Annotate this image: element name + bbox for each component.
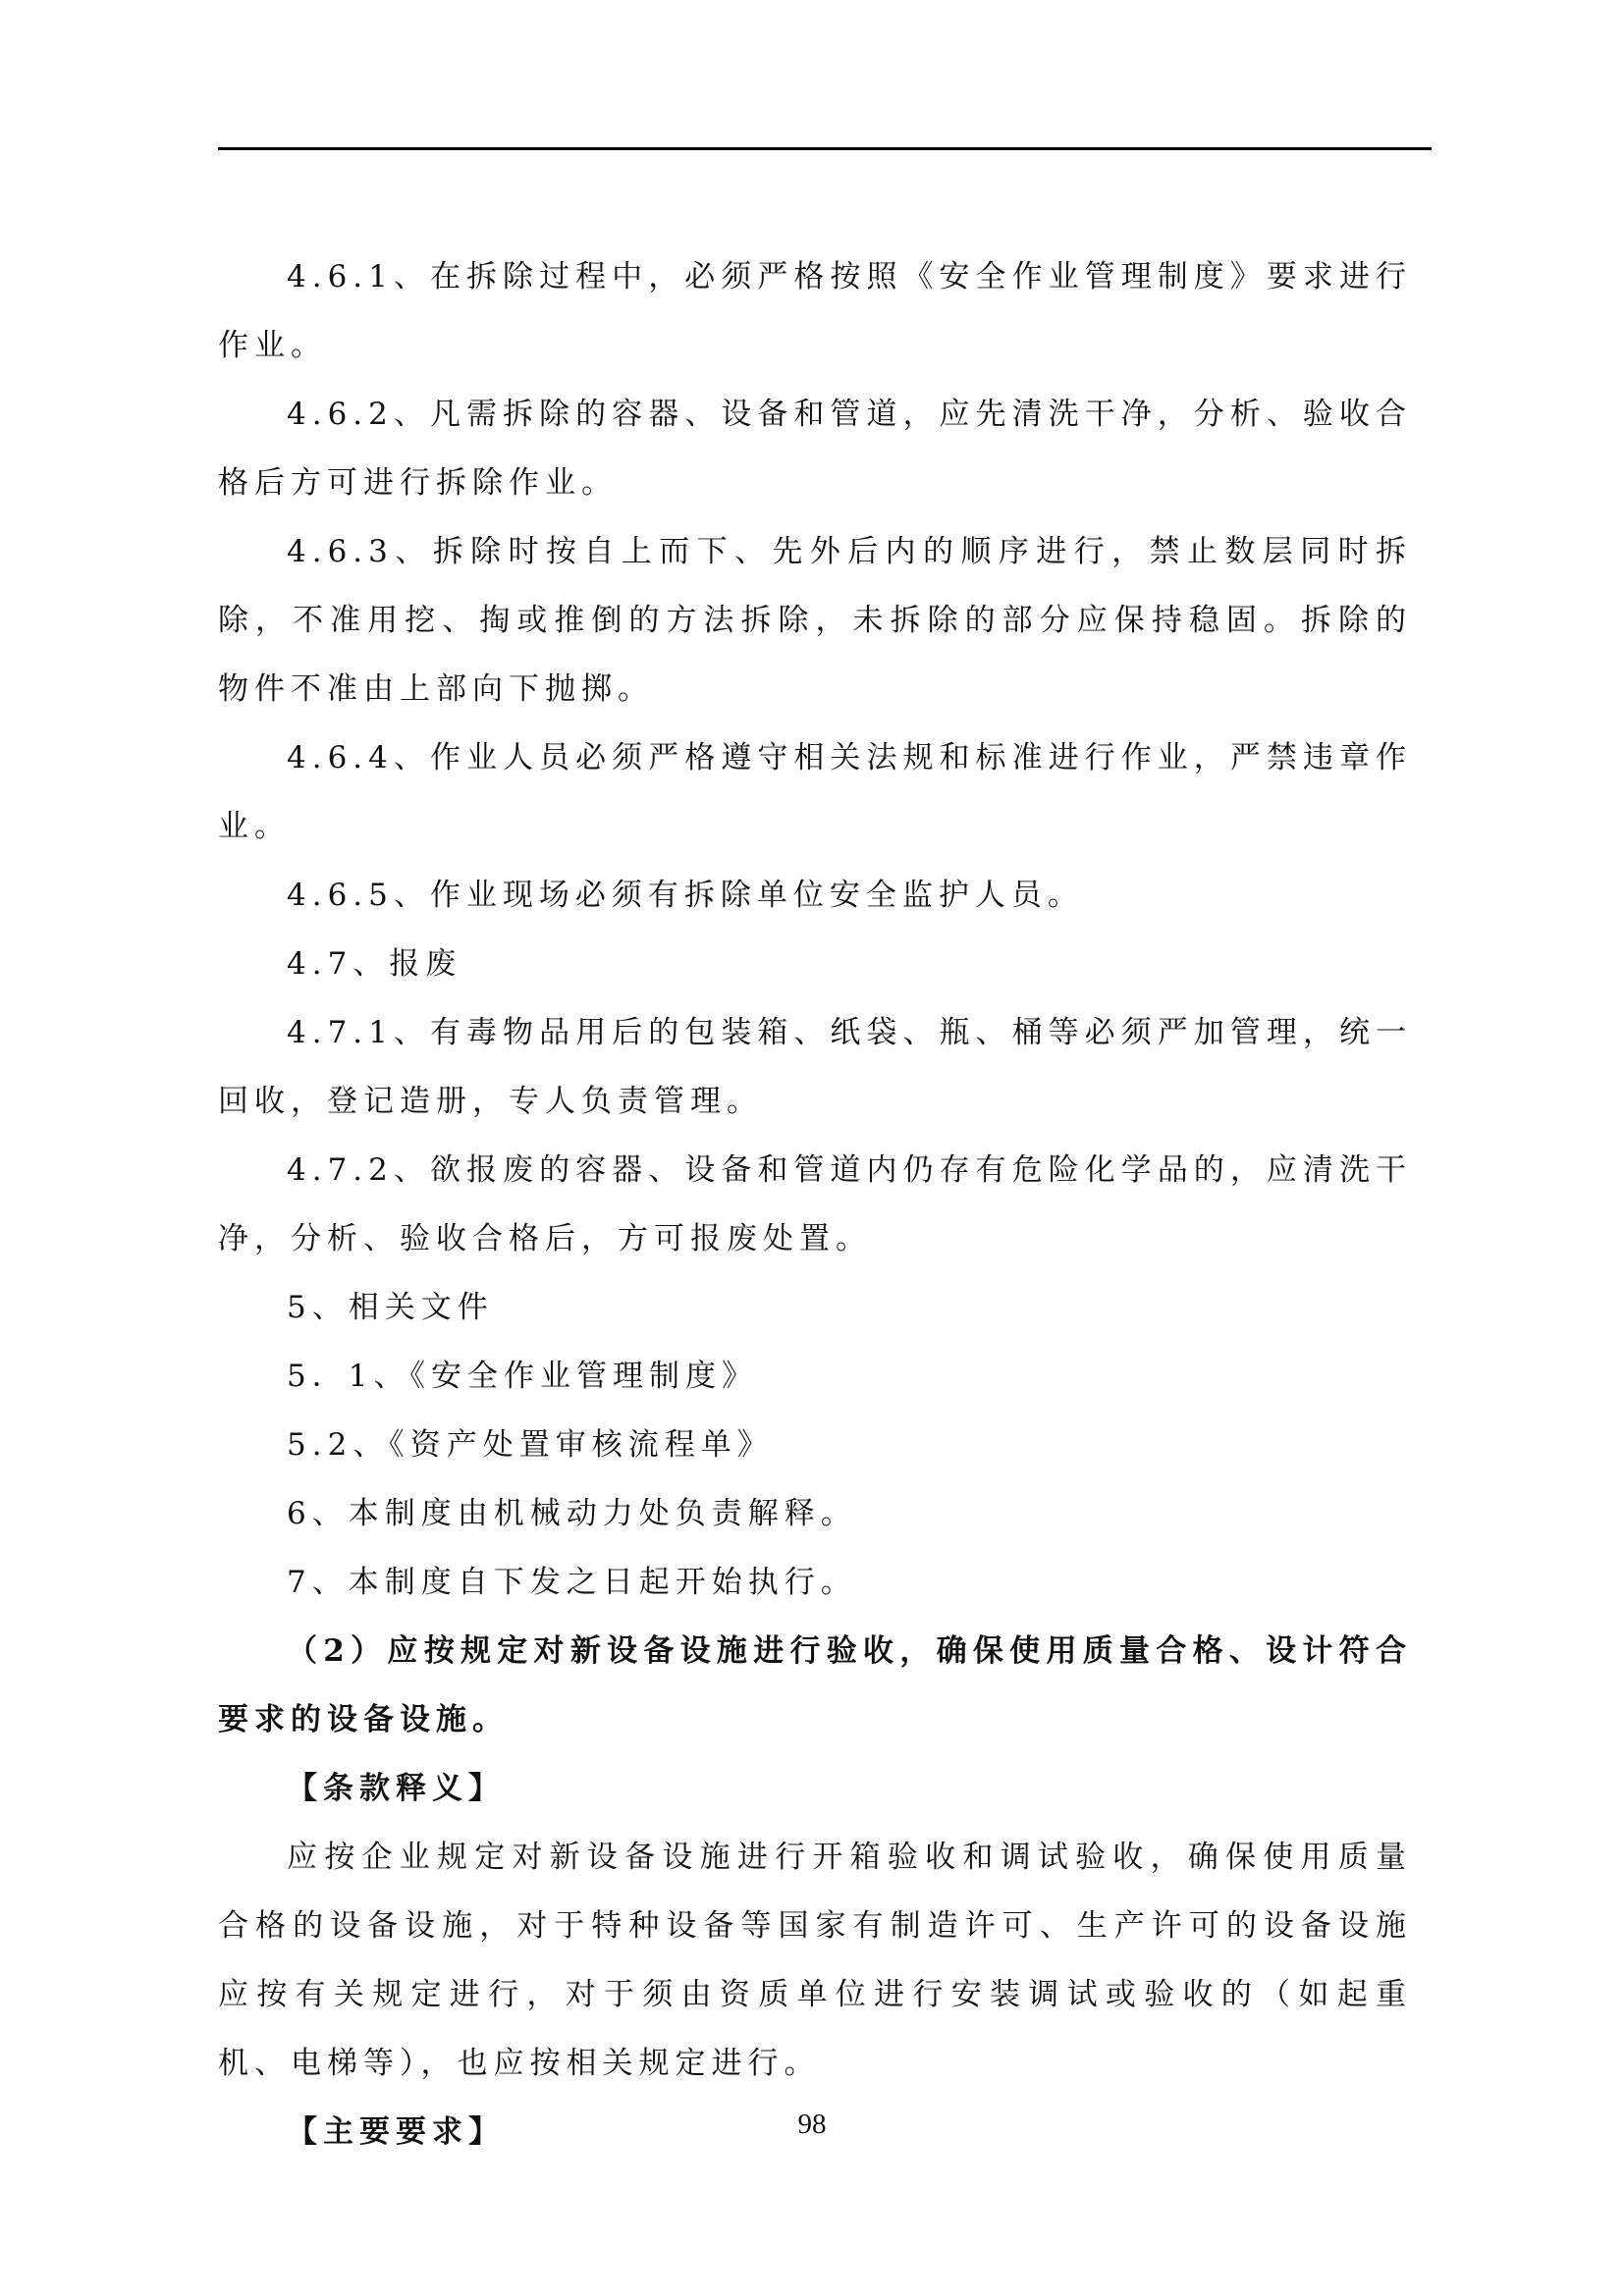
header-rule [218, 147, 1432, 150]
paragraph-6: 6、本制度由机械动力处负责解释。 [287, 1496, 857, 1531]
clause-interpretation-text: 应按企业规定对新设备设施进行开箱验收和调试验收，确保使用质量合格的设备设施，对于特种设备等国家有制造许可、生产许可的设备设施应按有关规定进行，对于须由资质单位进行安装调试或验收的（如起重机、电梯等），也应按相关规定进行。 [218, 1840, 1412, 2081]
paragraph-5-2: 5.2、《资产处置审核流程单》 [287, 1427, 774, 1463]
paragraph-4-6-3: 4.6.3、拆除时按自上而下、先外后内的顺序进行，禁止数层同时拆除，不准用挖、掏或推倒的方法拆除，未拆除的部分应保持稳固。拆除的物件不准由上部向下抛掷。 [218, 534, 1412, 707]
paragraph-4-6-2: 4.6.2、凡需拆除的容器、设备和管道，应先清洗干净，分析、验收合格后方可进行拆除作业。 [218, 397, 1412, 501]
paragraph-5-1: 5．1、《安全作业管理制度》 [287, 1359, 758, 1394]
paragraph-4-7-2: 4.7.2、欲报废的容器、设备和管道内仍存有危险化学品的，应清洗干净，分析、验收合格后，方可报废处置。 [218, 1152, 1412, 1256]
clause-interpretation-heading: 【条款释义】 [287, 1771, 505, 1806]
paragraph-7: 7、本制度自下发之日起开始执行。 [287, 1565, 857, 1600]
main-requirements-heading: 【主要要求】 [287, 2114, 505, 2150]
page-number: 98 [797, 2109, 827, 2140]
heading-4-7: 4.7、报废 [287, 946, 462, 982]
heading-5: 5、相关文件 [287, 1290, 494, 1325]
paragraph-4-6-1: 4.6.1、在拆除过程中，必须严格按照《安全作业管理制度》要求进行作业。 [218, 259, 1412, 363]
clause-2-heading: （2）应按规定对新设备设施进行验收，确保使用质量合格、设计符合要求的设备设施。 [218, 1633, 1412, 1737]
paragraph-4-6-4: 4.6.4、作业人员必须严格遵守相关法规和标准进行作业，严禁违章作业。 [218, 740, 1412, 844]
paragraph-4-6-5: 4.6.5、作业现场必须有拆除单位安全监护人员。 [287, 878, 1084, 913]
paragraph-4-7-1: 4.7.1、有毒物品用后的包装箱、纸袋、瓶、桶等必须严加管理，统一回收，登记造册，专人负责管理。 [218, 1015, 1412, 1119]
document-body [218, 242, 1412, 2166]
